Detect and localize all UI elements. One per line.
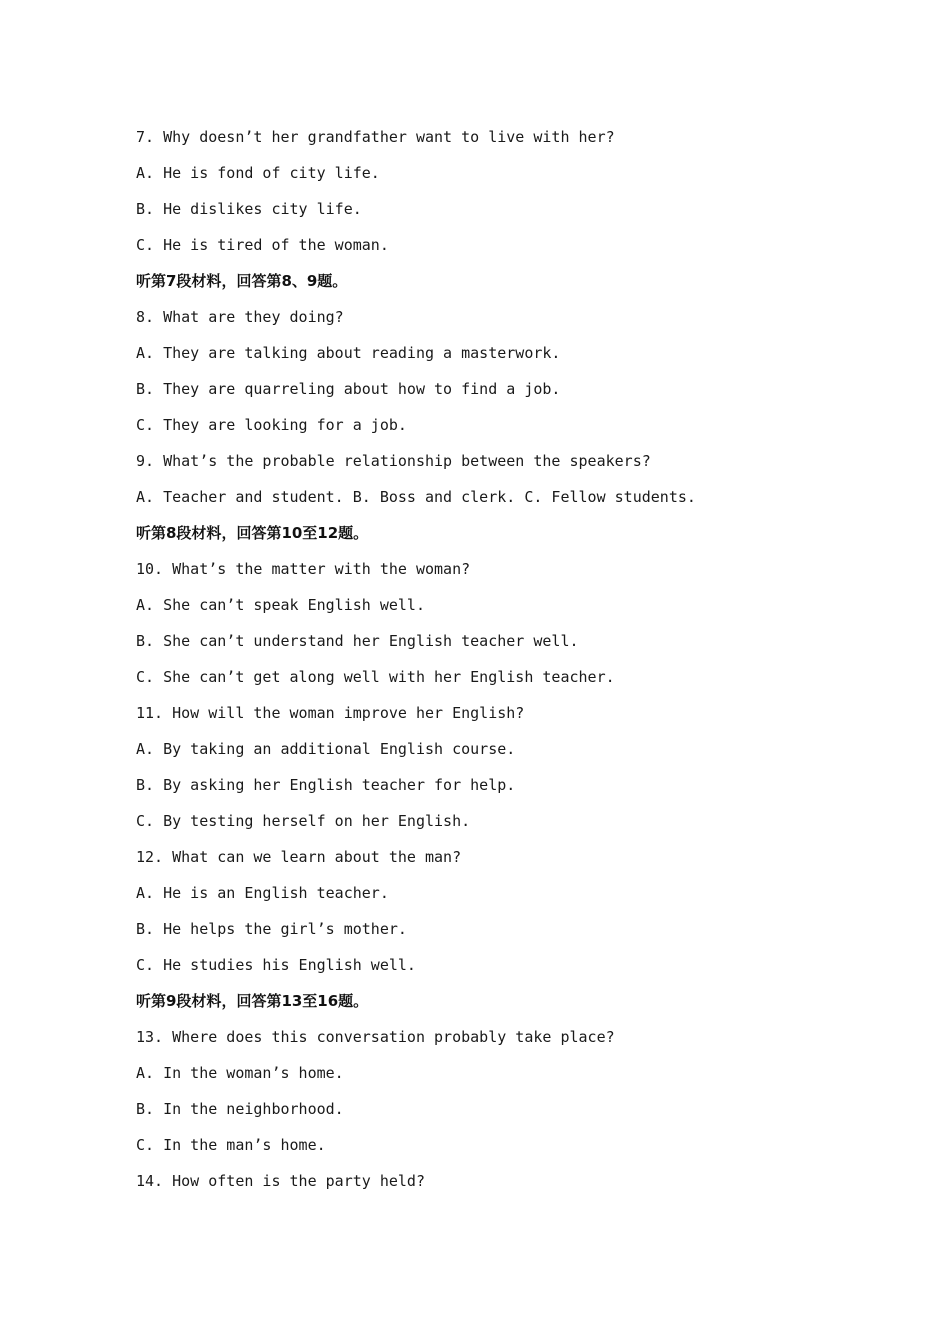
option-12c: C. He studies his English well. bbox=[136, 956, 416, 974]
question-8: 8. What are they doing? bbox=[136, 308, 344, 326]
option-11b: B. By asking her English teacher for help. bbox=[136, 776, 516, 794]
option-10c: C. She can’t get along well with her English teacher. bbox=[136, 668, 615, 686]
question-10: 10. What’s the matter with the woman? bbox=[136, 560, 471, 578]
question-9: 9. What’s the probable relationship between the speakers? bbox=[136, 452, 651, 470]
section-heading-7: 听第7段材料，回答第8、9题。 bbox=[136, 272, 348, 290]
option-12a: A. He is an English teacher. bbox=[136, 884, 389, 902]
option-10a: A. She can’t speak English well. bbox=[136, 596, 425, 614]
option-13b: B. In the neighborhood. bbox=[136, 1100, 344, 1118]
option-13a: A. In the woman’s home. bbox=[136, 1064, 344, 1082]
option-8c: C. They are looking for a job. bbox=[136, 416, 407, 434]
question-7: 7. Why doesn’t her grandfather want to live with her? bbox=[136, 128, 615, 146]
section-heading-9: 听第9段材料，回答第13至16题。 bbox=[136, 992, 369, 1010]
question-11: 11. How will the woman improve her English? bbox=[136, 704, 525, 722]
question-13: 13. Where does this conversation probably take place? bbox=[136, 1028, 615, 1046]
option-12b: B. He helps the girl’s mother. bbox=[136, 920, 407, 938]
option-7b: B. He dislikes city life. bbox=[136, 200, 362, 218]
option-10b: B. She can’t understand her English teacher well. bbox=[136, 632, 579, 650]
option-11a: A. By taking an additional English course. bbox=[136, 740, 516, 758]
question-14: 14. How often is the party held? bbox=[136, 1172, 425, 1190]
option-7c: C. He is tired of the woman. bbox=[136, 236, 389, 254]
option-11c: C. By testing herself on her English. bbox=[136, 812, 471, 830]
option-13c: C. In the man’s home. bbox=[136, 1136, 326, 1154]
question-12: 12. What can we learn about the man? bbox=[136, 848, 462, 866]
section-heading-8: 听第8段材料，回答第10至12题。 bbox=[136, 524, 369, 542]
options-9: A. Teacher and student. B. Boss and clerk. C. Fellow students. bbox=[136, 488, 696, 506]
option-8a: A. They are talking about reading a masterwork. bbox=[136, 344, 561, 362]
document-page bbox=[136, 122, 856, 1202]
option-7a: A. He is fond of city life. bbox=[136, 164, 380, 182]
option-8b: B. They are quarreling about how to find a job. bbox=[136, 380, 561, 398]
